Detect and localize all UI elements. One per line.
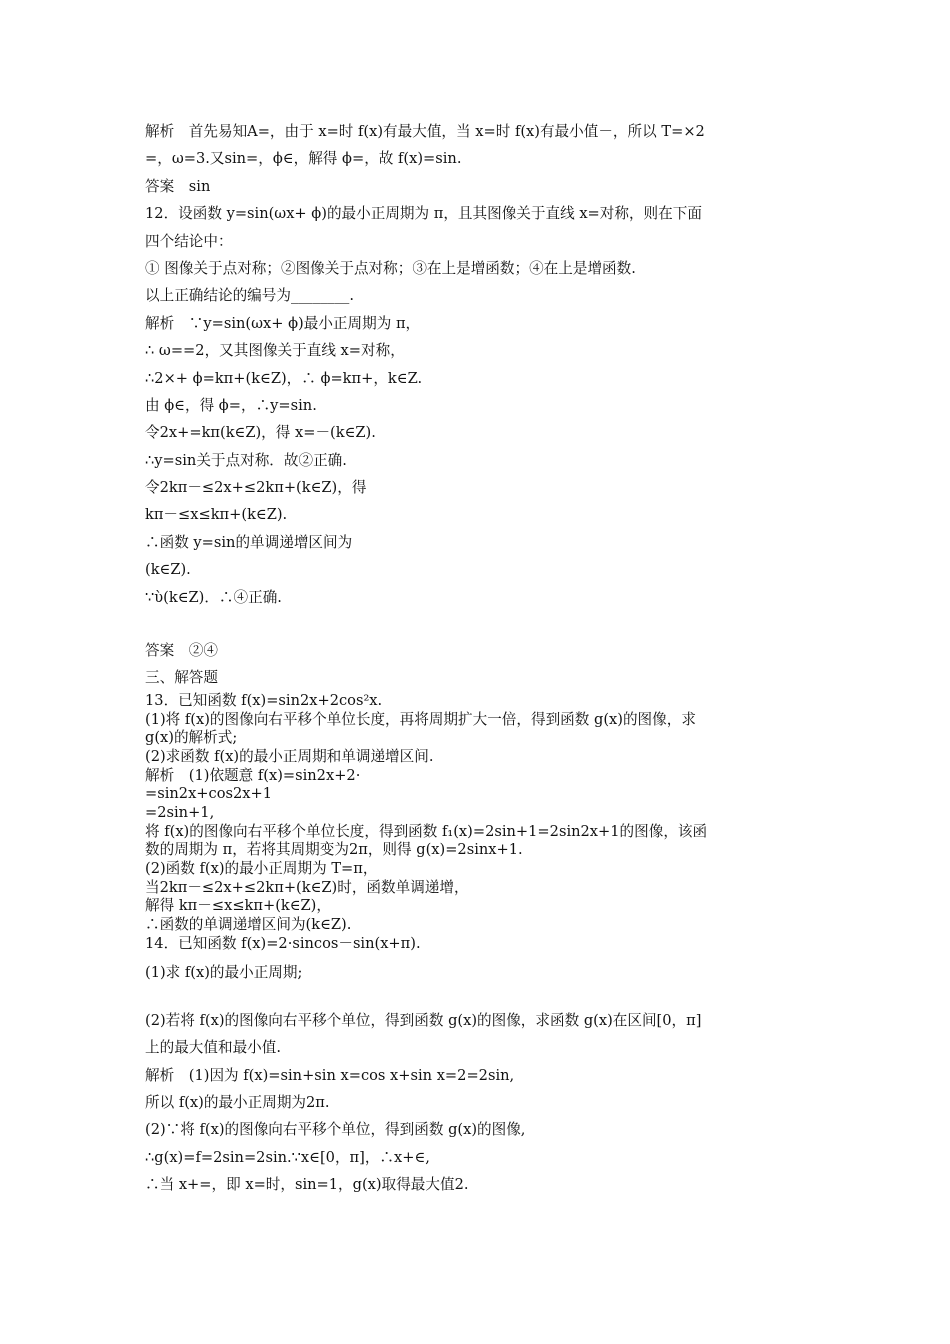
text-line: 当2kπ－≤2x+≤2kπ+(k∈Z)时，函数单调递增，: [145, 878, 469, 896]
text-line: 四个结论中：: [145, 232, 233, 250]
text-line: ∴函数 y=sin的单调递增区间为: [145, 533, 353, 551]
text-line: ∴y=sin关于点对称．故②正确.: [145, 451, 347, 469]
spacer: [145, 611, 810, 637]
text-line: 解析 首先易知A=，由于 x=时 f(x)有最大值，当 x=时 f(x)有最小值－，所以 T=×2: [145, 123, 705, 140]
text-line: 数的周期为 π，若将其周期变为2π，则得 g(x)=2sinx+1.: [145, 841, 523, 859]
text-line: 答案 ②④: [145, 642, 218, 660]
text-line: 令2kπ－≤2x+≤2kπ+(k∈Z)，得: [145, 479, 367, 497]
text-line: 将 f(x)的图像向右平移个单位长度，得到函数 f₁(x)=2sin+1=2sin2x+1的图像，该函: [145, 822, 708, 840]
text-line: 解析 (1)依题意 f(x)=sin2x+2·: [145, 766, 361, 784]
block-problem-14-part1: [145, 959, 810, 986]
text-line: (k∈Z).: [145, 561, 191, 579]
spacer: [145, 987, 810, 1007]
text-line: 由 ϕ∈，得 ϕ=，∴y=sin.: [145, 396, 317, 414]
text-line: kπ－≤x≤kπ+(k∈Z).: [145, 506, 288, 524]
block-problem-14-part2: [145, 1007, 810, 1199]
text-line: 三、解答题: [145, 669, 218, 687]
text-line: 解析 (1)因为 f(x)=sin+sin x=cos x+sin x=2=2sin,: [145, 1066, 515, 1084]
text-line: ∴2×+ ϕ=kπ+(k∈Z)，∴ ϕ=kπ+，k∈Z.: [145, 369, 423, 387]
text-line: 上的最大值和最小值.: [145, 1039, 281, 1057]
text-line: ∴ ω==2，又其图像关于直线 x=对称，: [145, 342, 405, 360]
text-line: ① 图像关于点对称；②图像关于点对称；③在上是增函数；④在上是增函数.: [145, 259, 636, 277]
text-line: ∵ὺ(k∈Z)．∴④正确.: [145, 588, 282, 606]
text-line: (2)函数 f(x)的最小正周期为 T=π，: [145, 860, 378, 877]
text-line: ∴函数的单调递增区间为(k∈Z).: [145, 916, 352, 934]
text-line: (2)若将 f(x)的图像向右平移个单位，得到函数 g(x)的图像，求函数 g(x)在区间[0，π]: [145, 1011, 702, 1029]
text-line: 以上正确结论的编号为________.: [145, 287, 354, 305]
text-line: (1)求 f(x)的最小正周期;: [145, 964, 303, 982]
text-line: 14．已知函数 f(x)=2·sincos－sin(x+π).: [145, 934, 421, 952]
text-line: ∴当 x+=，即 x=时，sin=1，g(x)取得最大值2.: [145, 1176, 469, 1194]
text-line: 12．设函数 y=sin(ωx+ ϕ)的最小正周期为 π，且其图像关于直线 x=对称，则在下面: [145, 205, 702, 223]
text-line: =，ω=3.又sin=，ϕ∈，解得 ϕ=，故 f(x)=sin.: [145, 150, 462, 168]
text-line: 所以 f(x)的最小正周期为2π.: [145, 1094, 330, 1111]
text-line: ∴g(x)=f=2sin=2sin.∵x∈[0，π]，∴x+∈,: [145, 1148, 430, 1166]
text-line: 答案 sin: [145, 177, 211, 195]
text-line: 解析 ∵y=sin(ωx+ ϕ)最小正周期为 π，: [145, 314, 421, 332]
text-line: g(x)的解析式;: [145, 729, 238, 747]
text-line: 令2x+=kπ(k∈Z)，得 x=－(k∈Z).: [145, 424, 376, 442]
text-line: (2)求函数 f(x)的最小正周期和单调递增区间.: [145, 747, 434, 765]
text-line: (1)将 f(x)的图像向右平移个单位长度，再将周期扩大一倍，得到函数 g(x)的图像，求: [145, 710, 696, 728]
text-line: =2sin+1,: [145, 803, 215, 821]
text-line: (2)∵将 f(x)的图像向右平移个单位，得到函数 g(x)的图像,: [145, 1121, 526, 1139]
document-page: [145, 118, 810, 1199]
block-problem-11-solution: [145, 118, 810, 611]
text-line: =sin2x+cos2x+1: [145, 785, 273, 803]
block-problem-13: [145, 692, 810, 954]
text-line: 解得 kπ－≤x≤kπ+(k∈Z)，: [145, 897, 331, 915]
text-line: 13．已知函数 f(x)=sin2x+2cos²x.: [145, 691, 383, 709]
block-answer-section: [145, 637, 810, 692]
